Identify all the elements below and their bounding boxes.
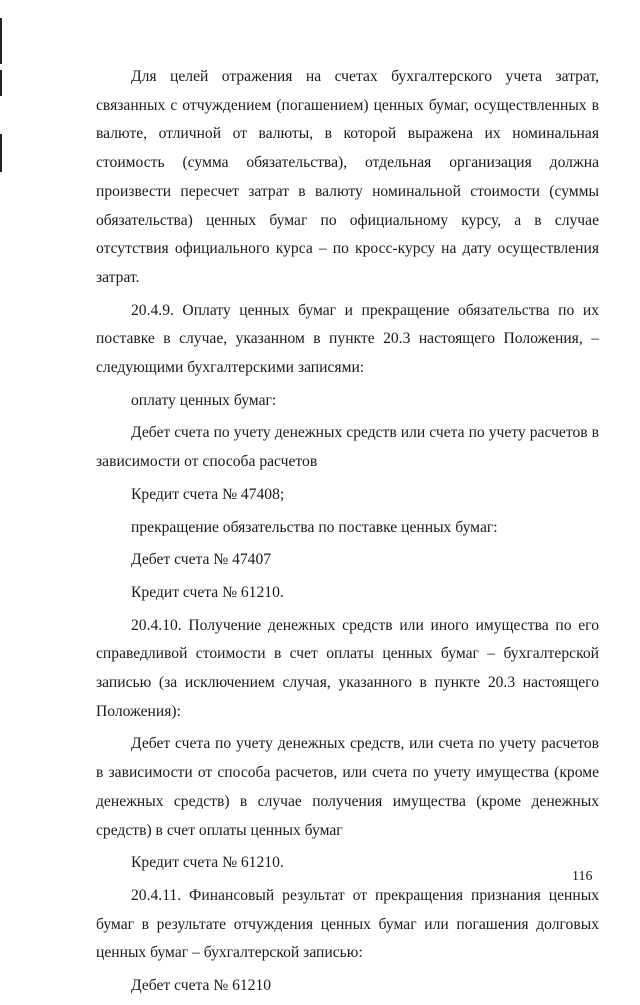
entry-debit-61210: Дебет счета № 61210 <box>131 977 272 995</box>
document-body <box>96 63 599 1005</box>
entry-debit-cash-settlements-property: Дебет счета по учету денежных средств, или счета по учету расчетов в зависимости от способа расчетов, или счета по учету имущества (кроме денежных средств) в случае получения имущества (кроме денежных средств) в счет оплаты ценных бумаг <box>96 735 599 839</box>
entry-credit-47408: Кредит счета № 47408; <box>131 485 285 503</box>
paragraph-20-4-11: 20.4.11. Финансовый результат от прекращения признания ценных бумаг в результате отчуждения ценных бумаг или погашения долговых ценных бумаг – бухгалтерской записью: <box>96 886 599 962</box>
entry-payment-heading: оплату ценных бумаг: <box>131 391 277 409</box>
paragraph-20-4-9: 20.4.9. Оплату ценных бумаг и прекращение обязательства по их поставке в случае, указанном в пункте 20.3 настоящего Положения, – следующими бухгалтерскими записями: <box>96 301 599 377</box>
entry-credit-61210: Кредит счета № 61210. <box>131 583 284 601</box>
paragraph-20-4-10: 20.4.10. Получение денежных средств или иного имущества по его справедливой стоимости в счет оплаты ценных бумаг – бухгалтерской записью (за исключением случая, указанного в пункте 20.3 настоящего Положения): <box>96 616 599 720</box>
scan-edge-mark <box>0 18 2 64</box>
entry-debit-47407: Дебет счета № 47407 <box>131 551 272 569</box>
entry-debit-cash-or-settlements: Дебет счета по учету денежных средств или счета по учету расчетов в зависимости от способа расчетов <box>96 424 599 471</box>
scan-edge-mark <box>0 70 2 96</box>
scan-edge-mark <box>0 134 2 172</box>
entry-obligation-termination-heading: прекращение обязательства по поставке ценных бумаг: <box>131 518 498 536</box>
entry-credit-61210: Кредит счета № 61210. <box>131 854 284 872</box>
page-number: 116 <box>572 869 593 884</box>
paragraph-currency-conversion: Для целей отражения на счетах бухгалтерского учета затрат, связанных с отчуждением (погашением) ценных бумаг, осуществленных в валюте, отличной от валюты, в которой выражена их номинальная стоимость (сумма обязательства), отдельная организация должна произвести пересчет затрат в валюту номинальной стоимости (суммы обязательства) ценных бумаг по официальному курсу, а в случае отсутствия официального курса – по кросс-курсу на дату осуществления затрат. <box>96 68 599 286</box>
